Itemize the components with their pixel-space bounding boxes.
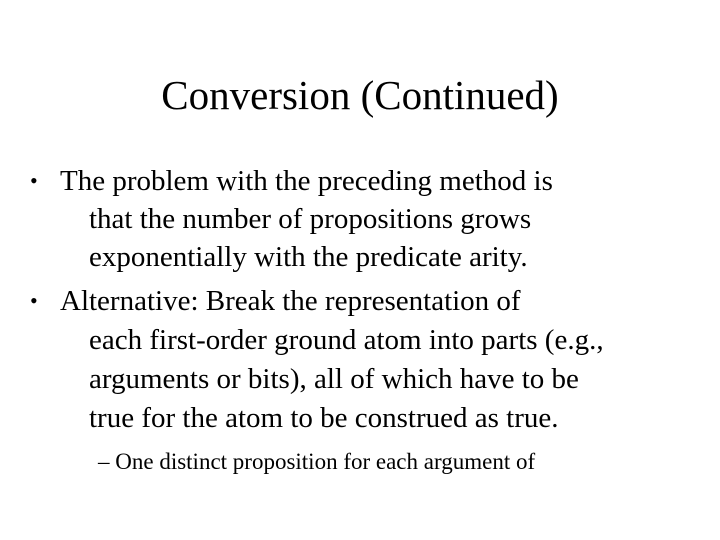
bullet-1-line-3: exponentially with the predicate arity. — [89, 241, 528, 273]
sub-bullet-line: – One distinct proposition for each argument of — [98, 449, 536, 474]
bullet-2-line-4: true for the atom to be construed as true. — [89, 402, 559, 434]
bullet-2-line-3: arguments or bits), all of which have to be — [89, 363, 579, 395]
bullet-2-line-1: Alternative: Break the representation of — [60, 285, 521, 317]
bullet-1-line-1: The problem with the preceding method is — [60, 165, 553, 197]
bullet-1-line-2: that the number of propositions grows — [89, 203, 532, 235]
bullet-2-line-2: each first-order ground atom into parts (e.g., — [89, 324, 604, 356]
bullet-marker: • — [30, 168, 38, 193]
bullet-marker: • — [30, 288, 38, 313]
slide-title: Conversion (Continued) — [161, 72, 559, 118]
